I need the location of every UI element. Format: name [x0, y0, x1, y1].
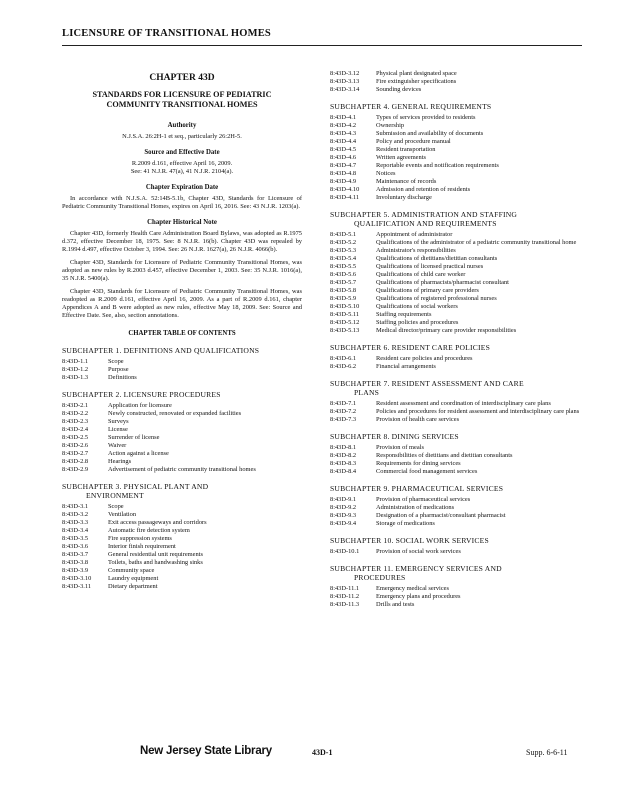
section-title: Exit access passageways and corridors [108, 519, 207, 526]
section-title: Qualifications of pharmacists/pharmacist consultant [376, 279, 509, 286]
page-folio: 43D-1 [312, 748, 333, 757]
toc-entry [330, 468, 584, 476]
section-number: 8:43D-9.2 [330, 504, 357, 511]
toc-entry [330, 460, 584, 468]
subchapter-heading-line: QUALIFICATION AND REQUIREMENTS [354, 219, 497, 228]
toc-entry [330, 122, 584, 130]
section-title: Resident transportation [376, 146, 436, 153]
toc-entry [330, 311, 584, 319]
section-title: Policy and procedure manual [376, 138, 451, 145]
section-number: 8:43D-2.1 [62, 402, 89, 409]
expiration-text: In accordance with N.J.S.A. 52:14B-5.1b, Chapter 43D, Standards for Licensure of Pediatric Community Transitional Homes, expires on April 16, 2016. See: 43 N.J.R. 1203(a). [62, 195, 302, 210]
toc-entry [62, 374, 302, 382]
subchapter-heading [62, 346, 302, 355]
section-number: 8:43D-5.1 [330, 231, 357, 238]
subchapter-heading-line: SUBCHAPTER 1. DEFINITIONS AND QUALIFICATIONS [62, 346, 260, 355]
source-line: See: 41 N.J.R. 47(a), 41 N.J.R. 2104(a). [130, 168, 234, 175]
section-title: Qualifications of social workers [376, 303, 458, 310]
chapter-title [62, 90, 302, 110]
section-title: Qualifications of the administrator of a pediatric community transitional home [376, 239, 577, 246]
section-title: Qualifications of registered professional nurses [376, 295, 497, 302]
section-title: Involuntary discharge [376, 194, 432, 201]
section-number: 8:43D-2.4 [62, 426, 89, 433]
subchapter-heading-line: SUBCHAPTER 7. RESIDENT ASSESSMENT AND CARE [330, 379, 524, 388]
section-title: Scope [108, 358, 124, 365]
toc-entry [330, 295, 584, 303]
toc-entry [62, 551, 302, 559]
toc-entry [330, 452, 584, 460]
subchapter-heading-line: PLANS [354, 388, 380, 397]
section-title: Storage of medications [376, 520, 435, 527]
toc-entry [62, 358, 302, 366]
section-title: Resident assessment and coordination of interdisciplinary care plans [376, 400, 551, 407]
section-title: License [108, 426, 128, 433]
section-number: 8:43D-3.7 [62, 551, 89, 558]
section-title: Application for licensure [108, 402, 172, 409]
toc-entry [330, 186, 584, 194]
section-number: 8:43D-5.6 [330, 271, 357, 278]
section-number: 8:43D-5.12 [330, 319, 360, 326]
toc-entry [330, 355, 584, 363]
section-number: 8:43D-8.3 [330, 460, 357, 467]
toc-entry [330, 496, 584, 504]
toc-entry [330, 512, 584, 520]
header-rule [62, 45, 582, 46]
toc-right [330, 102, 584, 609]
section-number: 8:43D-10.1 [330, 548, 360, 555]
toc-entry [62, 426, 302, 434]
toc-entry [330, 178, 584, 186]
section-title: Admission and retention of residents [376, 186, 471, 193]
toc-entry [330, 239, 584, 247]
section-title: Action against a license [108, 450, 169, 457]
section-title: Laundry equipment [108, 575, 159, 582]
toc-entry [62, 559, 302, 567]
toc-entry [330, 593, 584, 601]
section-number: 8:43D-3.2 [62, 511, 89, 518]
section-title: Resident care policies and procedures [376, 355, 473, 362]
section-title: Commercial food management services [376, 468, 478, 475]
section-title: Policies and procedures for resident assessment and interdisciplinary care plans [376, 408, 580, 415]
toc-left [62, 346, 302, 591]
toc-entry [62, 458, 302, 466]
toc-entry [330, 162, 584, 170]
section-number: 8:43D-5.9 [330, 295, 357, 302]
section-title: Appointment of administrator [376, 231, 453, 238]
section-number: 8:43D-8.2 [330, 452, 357, 459]
toc-entry [62, 442, 302, 450]
toc-continued-items [330, 70, 584, 94]
subchapter-heading-line: ENVIRONMENT [86, 491, 144, 500]
section-title: Administration of medications [376, 504, 455, 511]
section-number: 8:43D-2.9 [62, 466, 89, 473]
toc-entry [330, 247, 584, 255]
section-number: 8:43D-5.11 [330, 311, 360, 318]
section-number: 8:43D-5.2 [330, 239, 357, 246]
section-number: 8:43D-5.5 [330, 263, 357, 270]
section-number: 8:43D-3.10 [62, 575, 92, 582]
section-number: 8:43D-6.1 [330, 355, 357, 362]
section-number: 8:43D-4.9 [330, 178, 357, 185]
section-number: 8:43D-5.3 [330, 247, 357, 254]
section-number: 8:43D-4.1 [330, 114, 357, 121]
section-title: Medical director/primary care provider responsibilities [376, 327, 517, 334]
toc-entry [62, 503, 302, 511]
section-number: 8:43D-4.3 [330, 130, 357, 137]
section-title: Provision of health care services [376, 416, 460, 423]
section-title: Advertisement of pediatric community transitional homes [108, 466, 256, 473]
section-title: Submission and availability of documents [376, 130, 484, 137]
section-number: 8:43D-2.2 [62, 410, 89, 417]
toc-entry [62, 418, 302, 426]
subchapter-heading-line: SUBCHAPTER 6. RESIDENT CARE POLICIES [330, 343, 491, 352]
toc-entry [62, 519, 302, 527]
toc-entry [62, 466, 302, 474]
section-number: 8:43D-4.5 [330, 146, 357, 153]
source-heading: Source and Effective Date [144, 149, 220, 156]
toc-entry [330, 170, 584, 178]
section-number: 8:43D-3.12 [330, 70, 360, 77]
section-number: 8:43D-3.8 [62, 559, 89, 566]
section-title: Fire suppression systems [108, 535, 172, 542]
section-title: Toilets, baths and handwashing sinks [108, 559, 203, 566]
history-paragraph: Chapter 43D, Standards for Licensure of Pediatric Community Transitional Homes, was adopted as new rules by R.2003 d.457, effective December 1, 2003. See: 35 N.J.R. 1016(a), 35 N.J.R. 5400(a). [62, 259, 302, 282]
toc-entry [330, 130, 584, 138]
toc-entry [330, 585, 584, 593]
toc-entry [330, 146, 584, 154]
toc-entry [62, 527, 302, 535]
subchapter-heading [330, 564, 584, 582]
section-title: Financial arrangements [376, 363, 436, 370]
history-heading: Chapter Historical Note [147, 219, 217, 226]
left-column [62, 70, 302, 591]
subchapter-heading [330, 343, 584, 352]
section-number: 8:43D-9.1 [330, 496, 357, 503]
toc-entry [62, 575, 302, 583]
subchapter-heading-line: SUBCHAPTER 2. LICENSURE PROCEDURES [62, 390, 221, 399]
subchapter-heading-line: SUBCHAPTER 3. PHYSICAL PLANT AND [62, 482, 209, 491]
section-title: Staffing requirements [376, 311, 432, 318]
section-number: 8:43D-8.4 [330, 468, 357, 475]
toc-entry [62, 366, 302, 374]
section-title: Qualifications of primary care providers [376, 287, 479, 294]
toc-entry [330, 400, 584, 408]
chapter-number: CHAPTER 43D [149, 73, 215, 83]
library-stamp: New Jersey State Library [140, 745, 272, 757]
section-title: Reportable events and notification requirements [376, 162, 499, 169]
toc-entry [330, 86, 584, 94]
section-title: Types of services provided to residents [376, 114, 476, 121]
section-number: 8:43D-3.3 [62, 519, 89, 526]
subchapter-heading-line: SUBCHAPTER 4. GENERAL REQUIREMENTS [330, 102, 492, 111]
toc-entry [330, 154, 584, 162]
subchapter-heading-line: SUBCHAPTER 10. SOCIAL WORK SERVICES [330, 536, 489, 545]
toc-entry [330, 279, 584, 287]
section-number: 8:43D-7.3 [330, 416, 357, 423]
subchapter-heading-line: SUBCHAPTER 11. EMERGENCY SERVICES AND [330, 564, 502, 573]
section-number: 8:43D-4.7 [330, 162, 357, 169]
subchapter-heading [330, 432, 584, 441]
history-paragraph: Chapter 43D, Standards for Licensure of Pediatric Community Transitional Homes, was readopted as R.2009 d.161, effective April 16, 2009. As a part of R.2009 d.161, chapter Appendices A and B were adopted as new rules, effective May 18, 2009. See: Source and Effective Date. See, also, section annotations. [62, 288, 302, 319]
section-title: Staffing policies and procedures [376, 319, 459, 326]
subchapter-heading [330, 484, 584, 493]
subchapter-heading-line: SUBCHAPTER 8. DINING SERVICES [330, 432, 459, 441]
toc-entry [330, 319, 584, 327]
subchapter-heading [62, 390, 302, 399]
section-number: 8:43D-8.1 [330, 444, 357, 451]
section-number: 8:43D-2.8 [62, 458, 89, 465]
section-title: Provision of pharmaceutical services [376, 496, 471, 503]
toc-entry [62, 535, 302, 543]
section-title: Scope [108, 503, 124, 510]
toc-entry [330, 363, 584, 371]
toc-entry [330, 271, 584, 279]
section-title: Waiver [108, 442, 127, 449]
section-title: Maintenance of records [376, 178, 437, 185]
toc-entry [330, 255, 584, 263]
toc-entry [330, 601, 584, 609]
section-number: 8:43D-4.11 [330, 194, 360, 201]
section-title: Qualifications of child care worker [376, 271, 466, 278]
subchapter-heading [330, 210, 584, 228]
section-title: Physical plant designated space [376, 70, 457, 77]
subchapter-heading-line: PROCEDURES [354, 573, 406, 582]
toc-entry [330, 78, 584, 86]
right-column [330, 70, 584, 609]
chapter-title-line: STANDARDS FOR LICENSURE OF PEDIATRIC [92, 90, 272, 99]
section-title: Community space [108, 567, 155, 574]
section-number: 8:43D-5.13 [330, 327, 360, 334]
section-title: Surveys [108, 418, 129, 425]
section-title: Provision of meals [376, 444, 424, 451]
toc-entry [62, 543, 302, 551]
section-title: Designation of a pharmacist/consultant pharmacist [376, 512, 506, 519]
toc-entry [330, 548, 584, 556]
section-title: Ownership [376, 122, 405, 129]
subchapter-heading [330, 102, 584, 111]
section-title: Drills and tests [376, 601, 415, 608]
section-number: 8:43D-3.13 [330, 78, 360, 85]
toc-entry [330, 520, 584, 528]
toc-entry [330, 444, 584, 452]
authority-text: N.J.S.A. 26:2H-1 et seq., particularly 26:2H-5. [122, 133, 242, 140]
authority-heading: Authority [167, 122, 197, 129]
toc-entry [330, 194, 584, 202]
toc-entry [330, 504, 584, 512]
section-number: 8:43D-3.11 [62, 583, 92, 590]
toc-entry [62, 511, 302, 519]
section-number: 8:43D-4.2 [330, 122, 357, 129]
section-title: Requirements for dining services [376, 460, 461, 467]
subchapter-heading [330, 536, 584, 545]
section-number: 8:43D-2.6 [62, 442, 89, 449]
section-number: 8:43D-2.3 [62, 418, 89, 425]
toc-entry [330, 287, 584, 295]
section-title: Definitions [108, 374, 137, 381]
section-number: 8:43D-1.2 [62, 366, 89, 373]
section-number: 8:43D-3.14 [330, 86, 360, 93]
section-number: 8:43D-5.4 [330, 255, 357, 262]
section-title: Dietary department [108, 583, 158, 590]
supplement-date: Supp. 6-6-11 [526, 748, 568, 757]
section-number: 8:43D-6.2 [330, 363, 357, 370]
section-title: Fire extinguisher specifications [376, 78, 457, 85]
section-title: Ventilation [108, 511, 137, 518]
section-number: 8:43D-1.1 [62, 358, 89, 365]
toc-entry [330, 327, 584, 335]
chapter-title-line: COMMUNITY TRANSITIONAL HOMES [106, 100, 258, 109]
section-title: Notices [376, 170, 396, 177]
section-number: 8:43D-4.6 [330, 154, 357, 161]
toc-entry [330, 70, 584, 78]
section-number: 8:43D-3.6 [62, 543, 89, 550]
toc-entry [62, 410, 302, 418]
section-number: 8:43D-5.10 [330, 303, 360, 310]
toc-entry [62, 567, 302, 575]
section-number: 8:43D-2.5 [62, 434, 89, 441]
section-title: Surrender of license [108, 434, 160, 441]
section-title: Emergency plans and procedures [376, 593, 461, 600]
section-title: Administrator's responsibilities [376, 247, 456, 254]
toc-entry [330, 416, 584, 424]
source-line: R.2009 d.161, effective April 16, 2009. [131, 160, 233, 167]
section-number: 8:43D-3.5 [62, 535, 89, 542]
toc-entry [330, 114, 584, 122]
toc-entry [62, 434, 302, 442]
section-number: 8:43D-2.7 [62, 450, 89, 457]
section-title: Automatic fire detection system [108, 527, 190, 534]
history-paragraph: Chapter 43D, formerly Health Care Administration Board Bylaws, was adopted as R.1975 d.372, effective December 18, 1975. See: 8 N.J.R. 16(b). Chapter 43D was repealed by R.1994 d.497, effective October 3, 1994. See: 26 N.J.R. 1627(a), 26 N.J.R. 4066(b). [62, 230, 302, 253]
subchapter-heading-line: SUBCHAPTER 9. PHARMACEUTICAL SERVICES [330, 484, 504, 493]
section-number: 8:43D-5.8 [330, 287, 357, 294]
section-title: Responsibilities of dietitians and dietitian consultants [376, 452, 513, 459]
section-title: Emergency medical services [376, 585, 449, 592]
toc-entry [62, 402, 302, 410]
toc-entry [330, 263, 584, 271]
section-title: Sounding devices [376, 86, 422, 93]
subchapter-heading [330, 379, 584, 397]
expiration-heading: Chapter Expiration Date [145, 184, 219, 191]
section-number: 8:43D-11.1 [330, 585, 360, 592]
section-title: Qualifications of dietitians/dietitian consultants [376, 255, 498, 262]
section-number: 8:43D-11.3 [330, 601, 360, 608]
section-number: 8:43D-9.4 [330, 520, 357, 527]
section-title: Qualifications of licensed practical nurses [376, 263, 484, 270]
section-number: 8:43D-7.1 [330, 400, 357, 407]
section-number: 8:43D-7.2 [330, 408, 357, 415]
section-number: 8:43D-4.10 [330, 186, 360, 193]
section-title: Hearings [108, 458, 132, 465]
section-title: General residential unit requirements [108, 551, 203, 558]
toc-entry [330, 231, 584, 239]
toc-entry [330, 408, 584, 416]
section-title: Newly constructed, renovated or expanded facilities [108, 410, 242, 417]
toc-entry [62, 450, 302, 458]
section-title: Interior finish requirement [108, 543, 176, 550]
section-number: 8:43D-4.4 [330, 138, 357, 145]
section-number: 8:43D-3.9 [62, 567, 89, 574]
section-number: 8:43D-11.2 [330, 593, 360, 600]
running-head: LICENSURE OF TRANSITIONAL HOMES [62, 28, 271, 39]
subchapter-heading [62, 482, 302, 500]
section-title: Provision of social work services [376, 548, 461, 555]
section-number: 8:43D-9.3 [330, 512, 357, 519]
toc-entry [330, 303, 584, 311]
section-number: 8:43D-3.4 [62, 527, 89, 534]
subchapter-heading-line: SUBCHAPTER 5. ADMINISTRATION AND STAFFING [330, 210, 518, 219]
toc-entry [62, 583, 302, 591]
toc-heading: CHAPTER TABLE OF CONTENTS [128, 330, 236, 337]
section-number: 8:43D-4.8 [330, 170, 357, 177]
toc-entry [330, 138, 584, 146]
section-number: 8:43D-3.1 [62, 503, 89, 510]
section-title: Purpose [108, 366, 129, 373]
section-number: 8:43D-1.3 [62, 374, 89, 381]
section-number: 8:43D-5.7 [330, 279, 357, 286]
section-title: Written agreements [376, 154, 426, 161]
